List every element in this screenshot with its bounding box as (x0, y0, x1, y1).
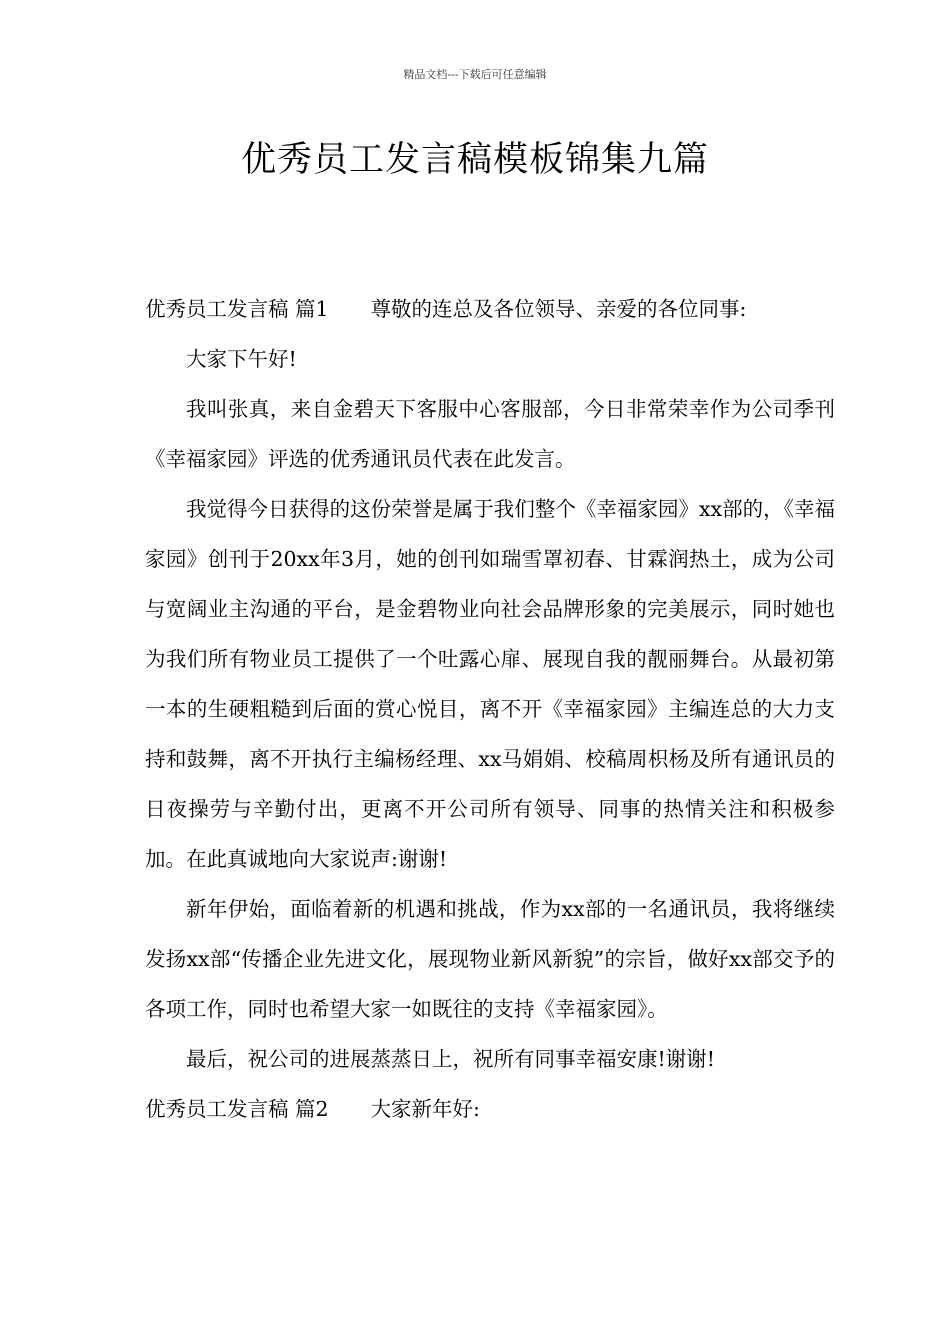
section-2-heading: 优秀员工发言稿 篇2 (145, 1097, 329, 1121)
section-2-salutation: 大家新年好: (370, 1097, 480, 1121)
paragraph: 最后，祝公司的进展蒸蒸日上，祝所有同事幸福安康!谢谢! (186, 1047, 715, 1071)
paragraph: 新年伊始，面临着新的机遇和挑战，作为xx部的一名通讯员，我将继续发扬xx部“传播企业先进文化，展现物业新风新貌”的宗旨，做好xx部交予的各项工作，同时也希望大家一如既往的支持《幸福家园》。 (145, 897, 835, 1021)
paragraph: 我叫张真，来自金碧天下客服中心客服部，今日非常荣幸作为公司季刊《幸福家园》评选的优秀通讯员代表在此发言。 (145, 397, 835, 471)
header-note: 精品文档---下载后可任意编辑 (403, 68, 547, 81)
paragraph: 我觉得今日获得的这份荣誉是属于我们整个《幸福家园》xx部的，《幸福家园》创刊于20xx年3月，她的创刊如瑞雪罩初春、甘霖润热土，成为公司与宽阔业主沟通的平台，是金碧物业向社会品牌形象的完美展示，同时她也为我们所有物业员工提供了一个吐露心扉、展现自我的靓丽舞台。从最初第一本的生硬粗糙到后面的赏心悦目，离不开《幸福家园》主编连总的大力支持和鼓舞，离不开执行主编杨经理、xx马娟娟、校稿周枳杨及所有通讯员的日夜操劳与辛勤付出，更离不开公司所有领导、同事的热情关注和积极参加。在此真诚地向大家说声:谢谢! (145, 497, 835, 871)
section-2-heading-line (145, 1084, 835, 1134)
section-1-heading: 优秀员工发言稿 篇1 (145, 297, 329, 321)
section-1-salutation: 尊敬的连总及各位领导、亲爱的各位同事: (370, 297, 747, 321)
page-title: 优秀员工发言稿模板锦集九篇 (240, 140, 709, 180)
paragraph: 大家下午好! (186, 347, 297, 371)
document-body (145, 284, 835, 1134)
section-1-heading-line (145, 284, 835, 334)
